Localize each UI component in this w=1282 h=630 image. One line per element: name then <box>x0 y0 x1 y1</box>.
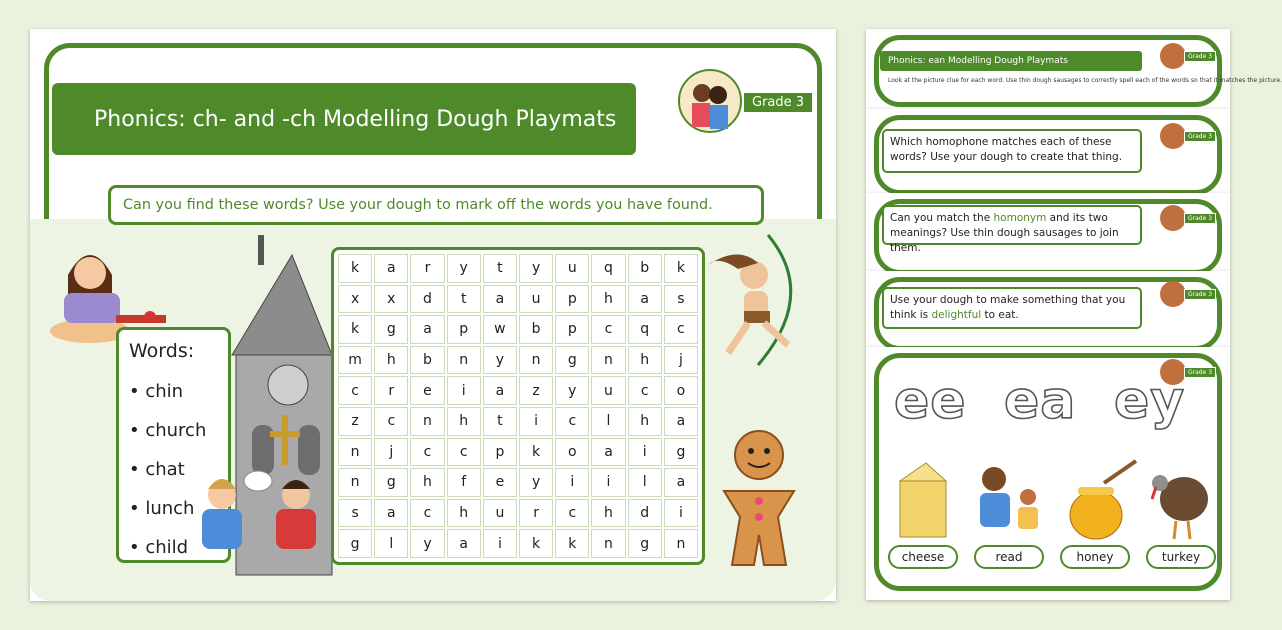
grid-cell: r <box>519 499 553 528</box>
word-item: • child <box>129 528 228 567</box>
word-label: cheese <box>888 545 958 569</box>
main-playmat <box>30 29 836 601</box>
thumbnail-vowel-graphemes[interactable] <box>866 347 1230 600</box>
grid-cell: a <box>483 376 517 405</box>
grapheme-ea: ea <box>1004 371 1077 431</box>
grid-cell: h <box>374 346 408 375</box>
grade-badge: Grade 3 <box>1184 213 1216 224</box>
grid-cell: a <box>591 438 625 467</box>
grid-cell: u <box>483 499 517 528</box>
grid-cell: i <box>555 468 589 497</box>
grid-cell: t <box>447 285 481 314</box>
grid-cell: i <box>447 376 481 405</box>
grid-cell: w <box>483 315 517 344</box>
grid-cell: q <box>591 254 625 283</box>
grade-badge: Grade 3 <box>1184 51 1216 62</box>
word-label: honey <box>1060 545 1130 569</box>
grid-cell: n <box>447 346 481 375</box>
grid-cell: n <box>664 529 698 558</box>
grid-cell: x <box>338 285 372 314</box>
grid-cell: t <box>483 407 517 436</box>
children-talking-illustration <box>192 459 342 569</box>
thumbnail-instruction: Which homophone matches each of these words? Use your dough to create that thing. <box>882 129 1142 173</box>
jungle-boy-illustration <box>698 235 822 375</box>
grid-cell: y <box>483 346 517 375</box>
grid-cell: d <box>410 285 444 314</box>
grid-cell: b <box>410 346 444 375</box>
grid-cell: h <box>628 346 662 375</box>
grid-cell: i <box>664 499 698 528</box>
grid-cell: g <box>628 529 662 558</box>
grid-cell: n <box>519 346 553 375</box>
instruction-text: and its two meanings? Use thin dough sausages to join them. <box>890 212 1119 254</box>
grid-cell: h <box>447 407 481 436</box>
grid-cell: a <box>664 407 698 436</box>
grid-cell: c <box>374 407 408 436</box>
grid-cell: p <box>483 438 517 467</box>
grid-cell: r <box>410 254 444 283</box>
grid-cell: c <box>628 376 662 405</box>
grid-cell: s <box>338 499 372 528</box>
grid-cell: j <box>664 346 698 375</box>
grid-cell: g <box>374 315 408 344</box>
word-label: turkey <box>1146 545 1216 569</box>
grapheme-ee: ee <box>894 371 967 431</box>
grid-cell: n <box>338 438 372 467</box>
grid-cell: n <box>591 529 625 558</box>
word-item: • lunch <box>129 489 228 528</box>
children-avatar <box>678 69 742 133</box>
grid-cell: d <box>628 499 662 528</box>
grid-cell: l <box>628 468 662 497</box>
grid-cell: y <box>519 254 553 283</box>
grid-cell: a <box>664 468 698 497</box>
grid-cell: c <box>447 438 481 467</box>
grid-cell: y <box>519 468 553 497</box>
thumbnail-spelling[interactable] <box>866 29 1282 109</box>
grid-cell: k <box>555 529 589 558</box>
thumbnail-title: Phonics: ean Modelling Dough Playmats <box>880 51 1142 71</box>
grid-cell: r <box>374 376 408 405</box>
grid-cell: n <box>591 346 625 375</box>
grid-cell: o <box>664 376 698 405</box>
grid-cell: h <box>591 499 625 528</box>
grade-badge: Grade 3 <box>1184 131 1216 142</box>
thumbnail-homophones[interactable] <box>866 109 1230 193</box>
grid-cell: h <box>591 285 625 314</box>
word-search-grid <box>331 247 705 565</box>
turkey-illustration <box>1146 459 1210 541</box>
grid-cell: z <box>519 376 553 405</box>
grid-cell: y <box>555 376 589 405</box>
grid-cell: p <box>555 285 589 314</box>
grid-cell: c <box>555 407 589 436</box>
grid-cell: k <box>338 315 372 344</box>
grid-cell: c <box>338 376 372 405</box>
grid-cell: y <box>447 254 481 283</box>
grid-cell: g <box>664 438 698 467</box>
grid-cell: g <box>338 529 372 558</box>
thumbnail-instruction <box>882 287 1142 329</box>
grid-cell: j <box>374 438 408 467</box>
words-heading: Words: <box>129 340 195 362</box>
grid-cell: g <box>555 346 589 375</box>
honey-pot-illustration <box>1064 457 1140 541</box>
grid-cell: k <box>338 254 372 283</box>
grid-cell: h <box>447 499 481 528</box>
grid-cell: t <box>483 254 517 283</box>
word-item: • church <box>129 411 228 450</box>
grid-cell: c <box>410 499 444 528</box>
grid-cell: i <box>591 468 625 497</box>
word-item: • chat <box>129 450 228 489</box>
instruction-text: Can you match the <box>890 212 994 224</box>
grid-cell: p <box>447 315 481 344</box>
grid-cell: k <box>519 529 553 558</box>
highlighted-word: homonym <box>993 212 1047 224</box>
grade-badge: Grade 3 <box>742 91 814 114</box>
grid-cell: o <box>555 438 589 467</box>
grid-cell: a <box>374 499 408 528</box>
word-item: • chin <box>129 372 228 411</box>
instruction-box: Can you find these words? Use your dough to mark off the words you have found. <box>108 185 764 225</box>
boy-reading-illustration <box>970 459 1050 541</box>
grid-cell: b <box>519 315 553 344</box>
grid-cell: e <box>410 376 444 405</box>
instruction-text: to eat. <box>981 309 1019 321</box>
highlighted-word: delightful <box>931 309 982 321</box>
children-avatar <box>1160 205 1186 231</box>
grid-cell: c <box>555 499 589 528</box>
gingerbread-man-illustration <box>716 425 802 573</box>
grid-cell: u <box>519 285 553 314</box>
grid-cell: c <box>410 438 444 467</box>
grid-cell: g <box>374 468 408 497</box>
thumbnail-delightful[interactable] <box>866 271 1230 347</box>
grid-cell: i <box>628 438 662 467</box>
children-avatar <box>1160 123 1186 149</box>
playmat-title: Phonics: ch- and -ch Modelling Dough Playmats <box>52 83 636 155</box>
grid-cell: h <box>628 407 662 436</box>
grid-cell: c <box>591 315 625 344</box>
grid-cell: i <box>519 407 553 436</box>
grid-cell: a <box>483 285 517 314</box>
grid-cell: i <box>483 529 517 558</box>
grid-cell: p <box>555 315 589 344</box>
grid-cell: a <box>628 285 662 314</box>
grid-cell: h <box>410 468 444 497</box>
grid-cell: c <box>664 315 698 344</box>
children-avatar <box>1160 281 1186 307</box>
grid-cell: z <box>338 407 372 436</box>
grid-cell: q <box>628 315 662 344</box>
word-label: read <box>974 545 1044 569</box>
thumbnail-homonyms[interactable] <box>866 193 1230 271</box>
grid-cell: l <box>374 529 408 558</box>
grid-cell: b <box>628 254 662 283</box>
grid-cell: k <box>664 254 698 283</box>
grid-cell: n <box>338 468 372 497</box>
cheese-illustration <box>896 461 950 541</box>
grade-badge: Grade 3 <box>1184 367 1216 378</box>
grid-cell: l <box>591 407 625 436</box>
grid-cell: n <box>410 407 444 436</box>
grid-cell: u <box>591 376 625 405</box>
grid-cell: u <box>555 254 589 283</box>
instruction-text: Use your dough to make something that you think is <box>890 294 1126 321</box>
grid-cell: k <box>519 438 553 467</box>
grid-cell: x <box>374 285 408 314</box>
grid-cell: a <box>447 529 481 558</box>
grid-cell: f <box>447 468 481 497</box>
thumbnail-instruction: Look at the picture clue for each word. Use thin dough sausages to correctly spell each of the words so that it matches the picture. <box>888 77 1282 84</box>
grid-cell: y <box>410 529 444 558</box>
grid-cell: a <box>374 254 408 283</box>
children-avatar <box>1160 43 1186 69</box>
grid-cell: s <box>664 285 698 314</box>
grid-cell: m <box>338 346 372 375</box>
grapheme-ey: ey <box>1114 371 1186 431</box>
grade-badge: Grade 3 <box>1184 289 1216 300</box>
grid-cell: e <box>483 468 517 497</box>
grid-cell: a <box>410 315 444 344</box>
thumbnail-instruction <box>882 205 1142 254</box>
